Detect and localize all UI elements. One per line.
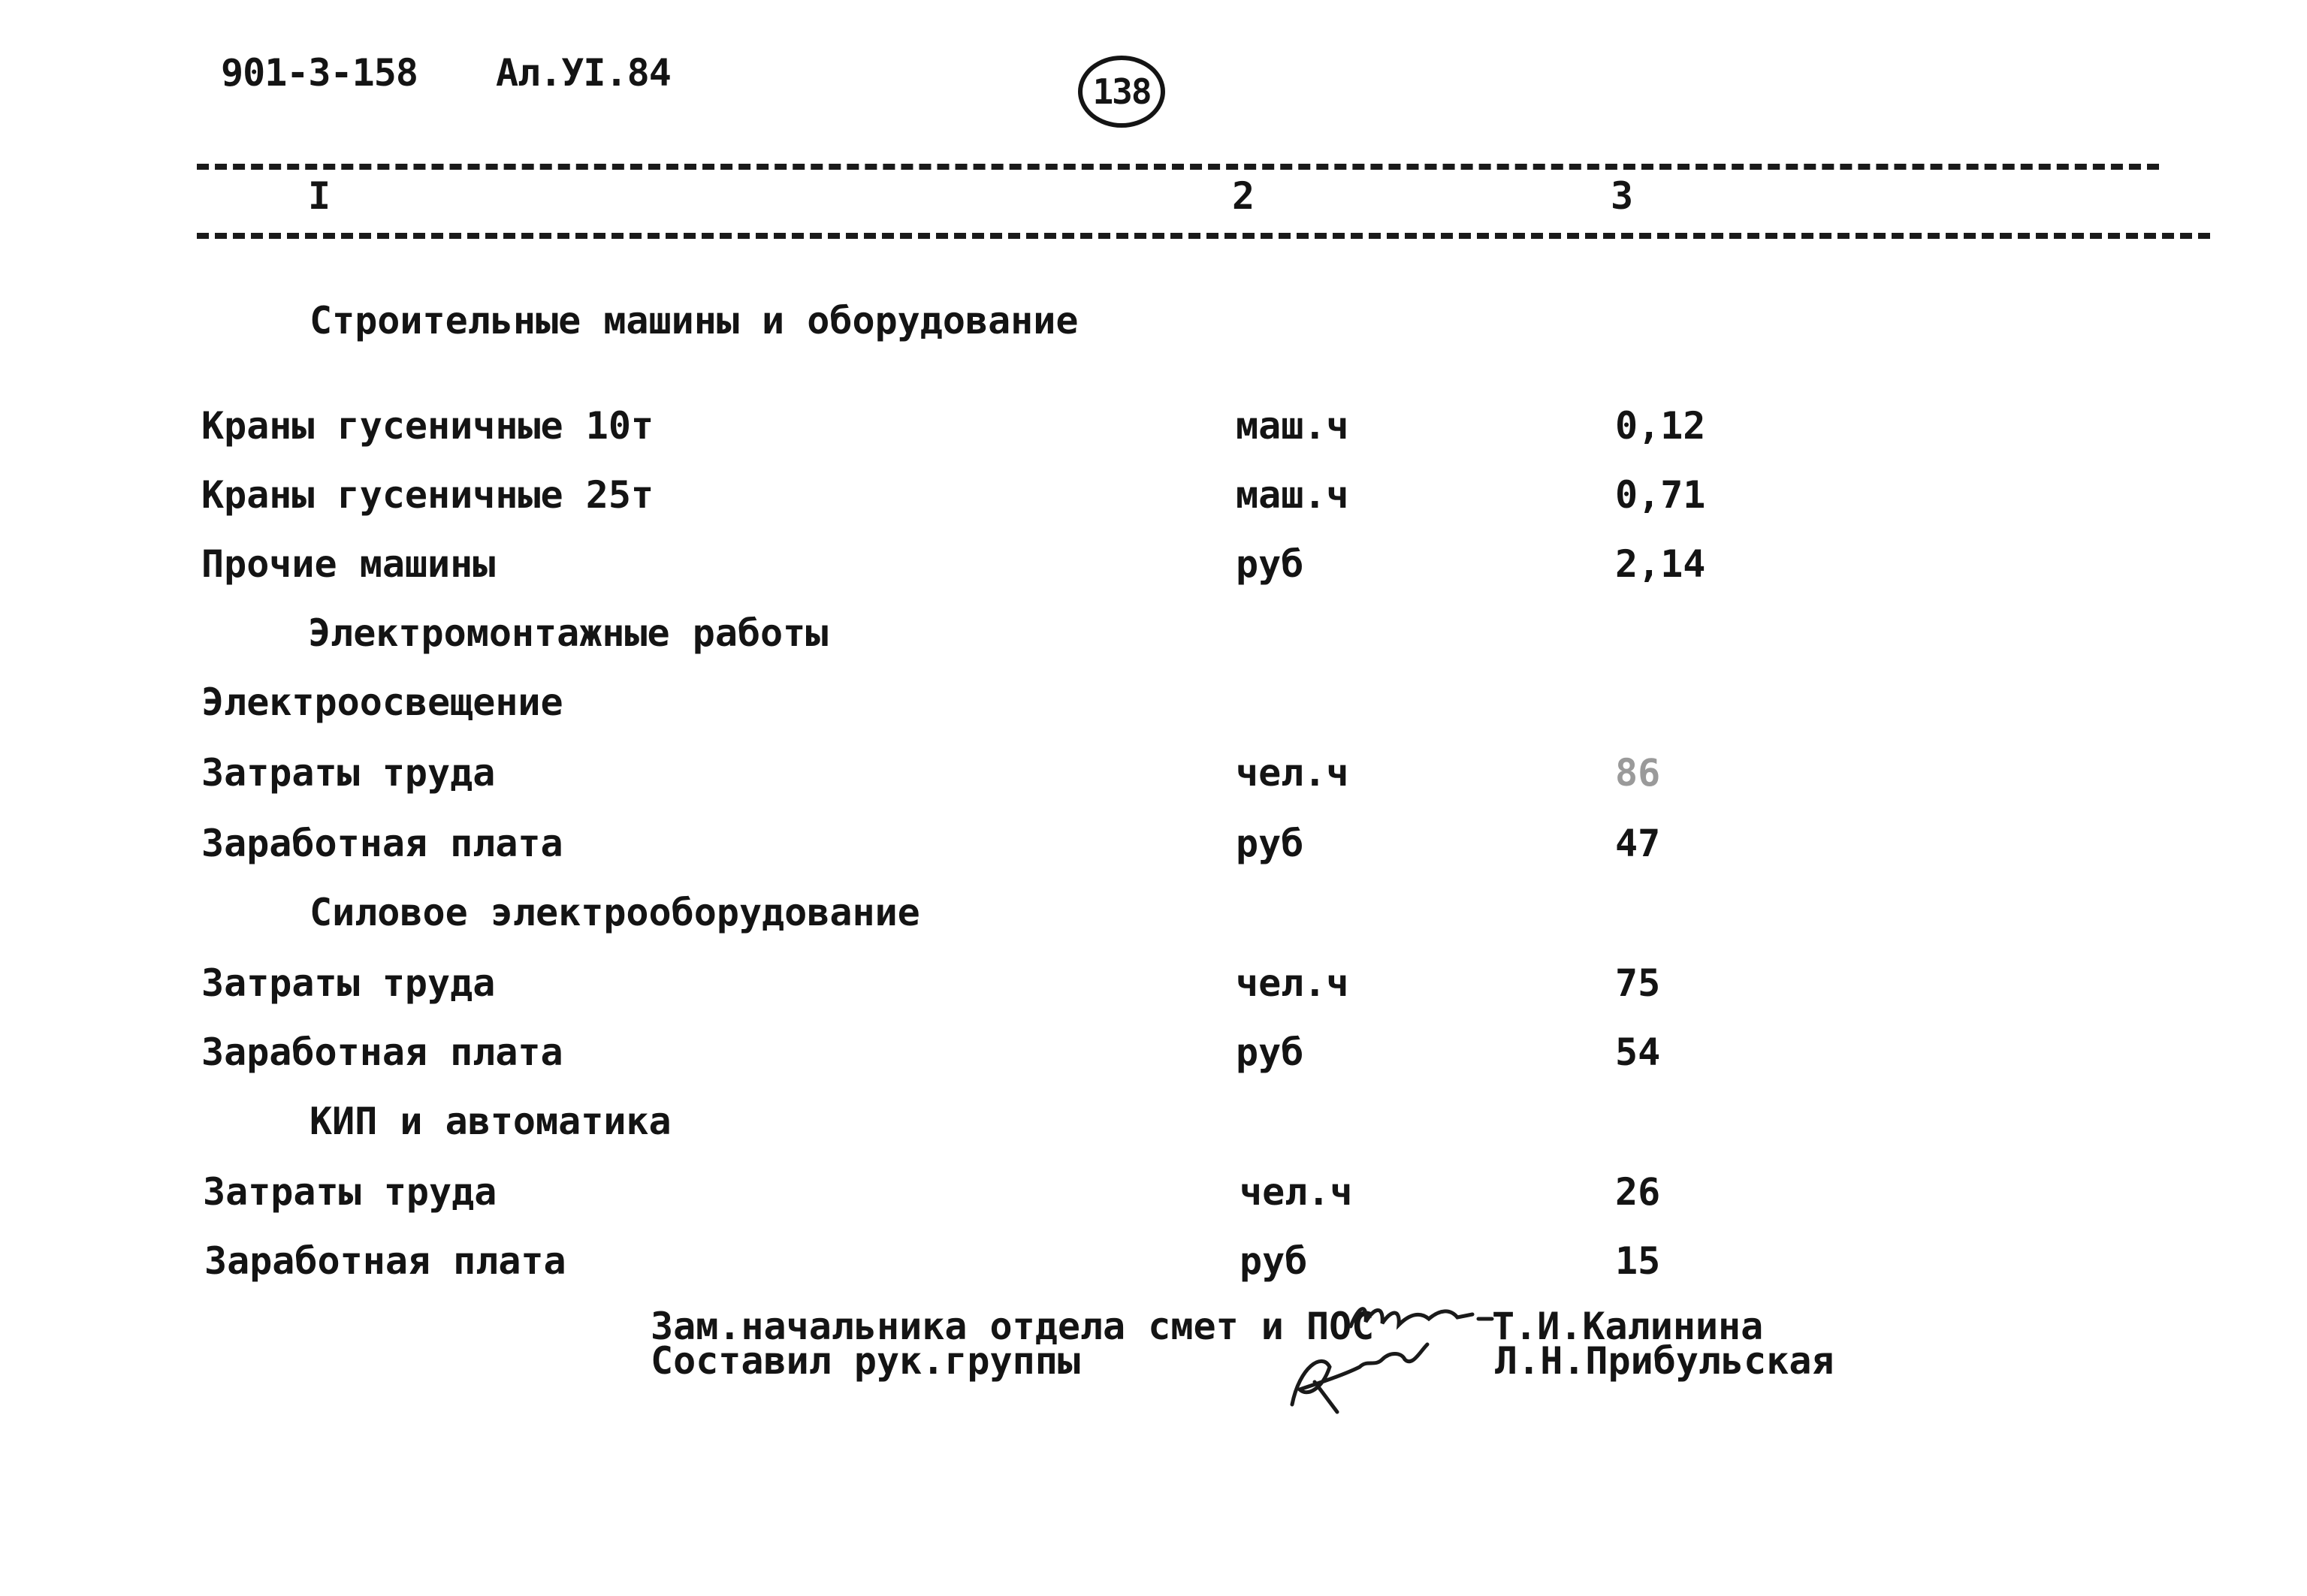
document-code: 901-3-158 — [221, 51, 418, 95]
column-header-1: I — [308, 174, 331, 218]
row-unit: руб — [1236, 822, 1304, 865]
row-label: Затраты труда — [203, 1170, 497, 1214]
row-label: Затраты труда — [201, 751, 496, 795]
row-label: Прочие машины — [201, 542, 496, 586]
signature-name: Т.И.Калинина — [1492, 1305, 1764, 1348]
row-value: 0,71 — [1615, 473, 1706, 517]
subsection-title: Электроосвещение — [201, 680, 563, 724]
row-value: 0,12 — [1615, 404, 1706, 448]
row-unit: чел.ч — [1236, 751, 1349, 795]
row-unit: руб — [1236, 542, 1304, 586]
row-value: 15 — [1615, 1239, 1661, 1283]
section-title: Строительные машины и оборудование — [310, 299, 1079, 342]
row-value: 86 — [1615, 751, 1661, 795]
row-label: Заработная плата — [201, 1030, 563, 1074]
signature-role: Составил рук.группы — [651, 1339, 1080, 1383]
row-label: Затраты труда — [201, 961, 496, 1005]
row-unit: руб — [1240, 1239, 1308, 1283]
row-unit: руб — [1236, 1030, 1304, 1074]
row-label: Заработная плата — [201, 822, 563, 865]
row-value: 47 — [1615, 822, 1661, 865]
section-title: КИП и автоматика — [310, 1100, 672, 1143]
row-value: 2,14 — [1615, 542, 1706, 586]
row-unit: чел.ч — [1240, 1170, 1353, 1214]
section-title: Силовое электрооборудование — [310, 891, 920, 934]
row-value: 26 — [1615, 1170, 1661, 1214]
row-label: Краны гусеничные 25т — [201, 473, 654, 517]
section-title: Электромонтажные работы — [308, 611, 829, 655]
handwritten-signature-2 — [1277, 1337, 1450, 1420]
row-label: Заработная плата — [204, 1239, 566, 1283]
table-top-rule — [197, 164, 2159, 170]
row-value: 75 — [1615, 961, 1661, 1005]
row-unit: чел.ч — [1236, 961, 1349, 1005]
album-code: Ал.УI.84 — [496, 51, 671, 95]
page-number-badge: 138 — [1078, 56, 1165, 128]
row-label: Краны гусеничные 10т — [201, 404, 654, 448]
table-header-bottom-rule — [197, 233, 2210, 239]
row-unit: маш.ч — [1236, 404, 1349, 448]
signature-name: Л.Н.Прибульская — [1495, 1339, 1834, 1383]
row-unit: маш.ч — [1236, 473, 1349, 517]
row-value: 54 — [1615, 1030, 1661, 1074]
handwritten-signature-1 — [1345, 1296, 1495, 1341]
signature-role: Зам.начальника отдела смет и ПОС — [651, 1305, 1375, 1348]
column-header-3: 3 — [1611, 174, 1634, 218]
column-header-2: 2 — [1232, 174, 1255, 218]
